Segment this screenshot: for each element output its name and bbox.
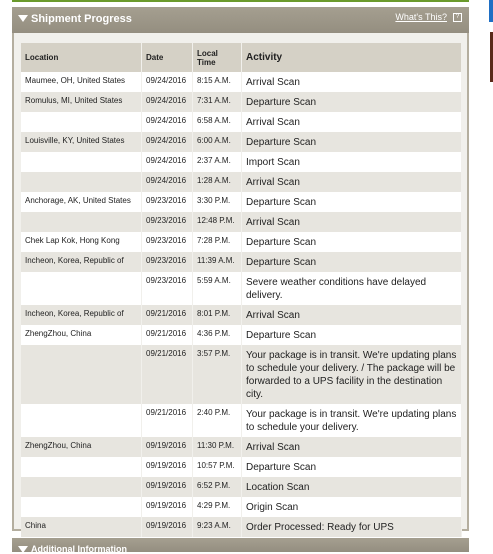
cell-date: 09/23/2016 xyxy=(142,252,193,272)
table-row xyxy=(21,477,462,497)
cell-date: 09/19/2016 xyxy=(142,497,193,517)
panel-body xyxy=(14,33,467,533)
cell-time: 2:37 A.M. xyxy=(193,152,242,172)
cell-date: 09/24/2016 xyxy=(142,172,193,192)
help-popup-icon[interactable]: ? xyxy=(453,13,462,22)
cell-date: 09/21/2016 xyxy=(142,305,193,325)
table-row xyxy=(21,92,462,112)
header-local-time: Local Time xyxy=(193,43,242,72)
cell-activity: Departure Scan xyxy=(242,192,462,212)
table-row xyxy=(21,457,462,477)
whats-this-link[interactable]: What's This? xyxy=(395,12,447,22)
cell-time: 3:57 P.M. xyxy=(193,345,242,404)
cell-time: 9:23 A.M. xyxy=(193,517,242,537)
cell-time: 7:31 A.M. xyxy=(193,92,242,112)
cell-location xyxy=(21,477,142,497)
cell-activity: Your package is in transit. We're updating plans to schedule your delivery. xyxy=(242,404,462,437)
table-row xyxy=(21,497,462,517)
cell-time: 12:48 P.M. xyxy=(193,212,242,232)
scrollbar-accent-blue xyxy=(489,0,493,22)
cell-activity: Arrival Scan xyxy=(242,305,462,325)
cell-date: 09/19/2016 xyxy=(142,477,193,497)
cell-date: 09/23/2016 xyxy=(142,272,193,305)
cell-time: 4:36 P.M. xyxy=(193,325,242,345)
cell-location xyxy=(21,497,142,517)
cell-date: 09/23/2016 xyxy=(142,192,193,212)
cell-date: 09/21/2016 xyxy=(142,345,193,404)
panel-title: Shipment Progress xyxy=(31,13,132,25)
collapse-triangle-icon[interactable] xyxy=(18,546,28,553)
cell-date: 09/23/2016 xyxy=(142,232,193,252)
cell-location xyxy=(21,272,142,305)
table-row xyxy=(21,72,462,92)
header-location: Location xyxy=(21,43,142,72)
cell-location xyxy=(21,172,142,192)
cell-time: 6:58 A.M. xyxy=(193,112,242,132)
cell-time: 10:57 P.M. xyxy=(193,457,242,477)
panel-header[interactable] xyxy=(12,7,469,33)
table-row xyxy=(21,404,462,437)
table-row xyxy=(21,345,462,404)
table-header-row xyxy=(21,43,462,72)
top-accent-line xyxy=(12,0,469,2)
cell-location: Anchorage, AK, United States xyxy=(21,192,142,212)
cell-activity: Your package is in transit. We're updating plans to schedule your delivery. / The package will be forwarded to a UPS facility in the destination city. xyxy=(242,345,462,404)
cell-date: 09/21/2016 xyxy=(142,325,193,345)
cell-date: 09/19/2016 xyxy=(142,517,193,537)
cell-activity: Departure Scan xyxy=(242,132,462,152)
cell-location xyxy=(21,112,142,132)
table-row xyxy=(21,437,462,457)
cell-time: 7:28 P.M. xyxy=(193,232,242,252)
cell-activity: Departure Scan xyxy=(242,457,462,477)
cell-activity: Location Scan xyxy=(242,477,462,497)
cell-location xyxy=(21,152,142,172)
table-row xyxy=(21,172,462,192)
cell-time: 11:30 P.M. xyxy=(193,437,242,457)
cell-activity: Arrival Scan xyxy=(242,172,462,192)
cell-time: 5:59 A.M. xyxy=(193,272,242,305)
cell-location xyxy=(21,345,142,404)
cell-time: 6:52 P.M. xyxy=(193,477,242,497)
cell-date: 09/19/2016 xyxy=(142,437,193,457)
cell-location: Maumee, OH, United States xyxy=(21,72,142,92)
cell-activity: Departure Scan xyxy=(242,325,462,345)
cell-activity: Departure Scan xyxy=(242,252,462,272)
table-body xyxy=(21,72,462,537)
collapse-triangle-icon[interactable] xyxy=(18,15,28,22)
cell-activity: Import Scan xyxy=(242,152,462,172)
cell-time: 8:01 P.M. xyxy=(193,305,242,325)
cell-location: Romulus, MI, United States xyxy=(21,92,142,112)
table-row xyxy=(21,305,462,325)
cell-location xyxy=(21,457,142,477)
cell-time: 6:00 A.M. xyxy=(193,132,242,152)
cell-date: 09/24/2016 xyxy=(142,72,193,92)
cell-location: China xyxy=(21,517,142,537)
cell-location: ZhengZhou, China xyxy=(21,437,142,457)
cell-location xyxy=(21,404,142,437)
cell-location xyxy=(21,212,142,232)
table-row xyxy=(21,252,462,272)
cell-time: 11:39 A.M. xyxy=(193,252,242,272)
cell-date: 09/23/2016 xyxy=(142,212,193,232)
shipment-progress-panel xyxy=(12,7,469,531)
shipment-table xyxy=(21,43,462,537)
cell-activity: Arrival Scan xyxy=(242,112,462,132)
header-date: Date xyxy=(142,43,193,72)
table-row xyxy=(21,132,462,152)
cell-date: 09/24/2016 xyxy=(142,132,193,152)
table-row xyxy=(21,112,462,132)
cell-time: 1:28 A.M. xyxy=(193,172,242,192)
cell-date: 09/24/2016 xyxy=(142,152,193,172)
table-row xyxy=(21,272,462,305)
table-row xyxy=(21,232,462,252)
cell-time: 2:40 P.M. xyxy=(193,404,242,437)
cell-activity: Departure Scan xyxy=(242,232,462,252)
cell-date: 09/21/2016 xyxy=(142,404,193,437)
cell-activity: Order Processed: Ready for UPS xyxy=(242,517,462,537)
cell-location: ZhengZhou, China xyxy=(21,325,142,345)
table-row xyxy=(21,325,462,345)
additional-information-header[interactable] xyxy=(12,538,469,552)
cell-activity: Arrival Scan xyxy=(242,437,462,457)
additional-information-title: Additional Information xyxy=(31,544,127,554)
cell-location: Incheon, Korea, Republic of xyxy=(21,252,142,272)
cell-activity: Departure Scan xyxy=(242,92,462,112)
table-row xyxy=(21,152,462,172)
table-row xyxy=(21,517,462,537)
cell-activity: Arrival Scan xyxy=(242,212,462,232)
cell-location: Louisville, KY, United States xyxy=(21,132,142,152)
cell-date: 09/24/2016 xyxy=(142,112,193,132)
cell-location: Incheon, Korea, Republic of xyxy=(21,305,142,325)
cell-activity: Arrival Scan xyxy=(242,72,462,92)
header-activity: Activity xyxy=(242,43,462,72)
table-row xyxy=(21,192,462,212)
cell-time: 8:15 A.M. xyxy=(193,72,242,92)
table-row xyxy=(21,212,462,232)
cell-activity: Origin Scan xyxy=(242,497,462,517)
cell-date: 09/24/2016 xyxy=(142,92,193,112)
cell-date: 09/19/2016 xyxy=(142,457,193,477)
cell-location: Chek Lap Kok, Hong Kong xyxy=(21,232,142,252)
cell-time: 4:29 P.M. xyxy=(193,497,242,517)
cell-time: 3:30 P.M. xyxy=(193,192,242,212)
cell-activity: Severe weather conditions have delayed delivery. xyxy=(242,272,462,305)
